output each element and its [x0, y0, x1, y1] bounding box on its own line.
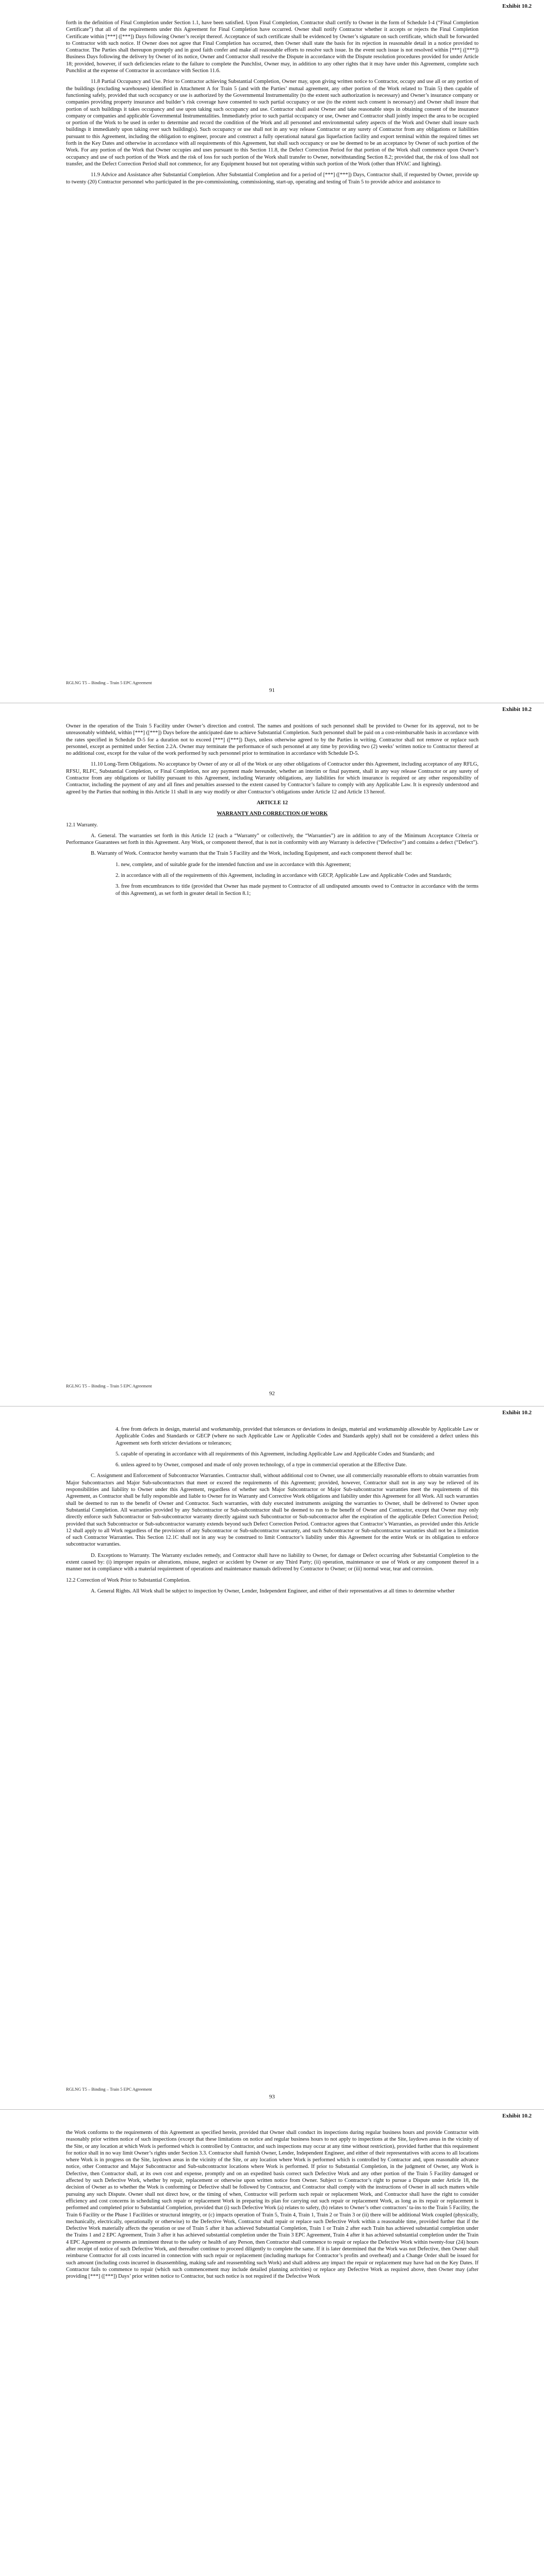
- footer-text: RGLNG T5 – Binding – Train 5 EPC Agreement: [66, 2087, 152, 2092]
- exhibit-label: Exhibit 10.2: [502, 1410, 532, 1416]
- page-number: 91: [269, 687, 275, 693]
- page-number: 92: [269, 1391, 275, 1397]
- list-item: 5. capable of operating in accordance with all requirements of this Agreement, including Applicable Law and Applicable Codes and Standards; and: [116, 1451, 435, 1457]
- exhibit-label: Exhibit 10.2: [502, 706, 532, 713]
- paragraph: C. Assignment and Enforcement of Subcontractor Warranties. Contractor shall, without additional cost to Owner, use all commercially reasonable efforts to obtain warranties from Major Subcontractors and Major Sub-subcontractors that meet or exceed the requirements of this Agreement; provided, however, Contractor shall not in any way be relieved of its responsibilities and liability to Owner under this Agreement, regardless of whether such Major Subcontractor or Major Sub-subcontractor warranties meet the requirements of this Agreement, as Contractor shall be fully responsible and liable to Owner for its Warranty and Corrective Work obligations and liability under this Agreement for all Work. All such warranties shall be deemed to run to the benefit of Owner and Contractor. Such warranties, with duly executed instruments assigning the warranties to Owner, shall be delivered to Owner upon Substantial Completion. All warranties provided by any Subcontractor or Sub-subcontractor shall be deemed to run to the benefit of Owner and Contractor, except that Owner may only directly enforce such Subcontractor or Sub-subcontractor warranty directly against such Subcontractor or Sub-subcontractor after the expiration of the applicable Defect Correction Period; provided that such Subcontractor or Sub-subcontractor warranty extends beyond such Defect Correction Period. Contractor agrees that Contractor’s Warranties, as provided under this Article 12 shall apply to all Work regardless of the provisions of any Subcontractor or Sub-subcontractor warranty, and such Subcontractor or Sub-subcontractor warranties shall not be a limitation of such Contractor Warranties. This Section 12.1C shall not in any way be construed to limit Contractor’s liability under this Agreement for the entire Work or its obligation to enforce subcontractor warranties.: [66, 1473, 479, 1548]
- footer-text: RGLNG T5 – Binding – Train 5 EPC Agreement: [66, 680, 152, 685]
- page-content: [66, 723, 479, 901]
- exhibit-label: Exhibit 10.2: [502, 2113, 532, 2119]
- document-page: [0, 2110, 544, 2576]
- paragraph: 11.8 Partial Occupancy and Use. Prior to Contractor achieving Substantial Completion, Owner may, upon giving written notice to Contractor, occupy and use all or any portion of the buildings (excluding warehouses) identified in Attachment A for Train 5 (and with the Parties’ mutual agreement, any other portion of the Work related to Train 5) then capable of functioning safely, provided that such occupancy or use is authorized by the Governmental Instrumentality (to the extent such authorization is necessary) and Owner’s insurance company or companies providing property insurance and builder’s risk coverage have consented to such partial occupancy or use (to the extent such consent is necessary) and Owner shall insure that portion of such buildings it takes occupancy and use upon taking such occupancy and use. Contractor shall assist Owner and take reasonable steps in obtaining consent of the insurance company or companies and applicable Governmental Instrumentalities. Immediately prior to such partial occupancy or use, Owner and Contractor shall jointly inspect the area to be occupied or portion of the Work to be used in order to determine and record the condition of the Work and all personnel and environmental safety aspects of the Work and Owner shall insure such buildings it immediately upon taking over such building(s). Such occupancy or use shall not in any way release Contractor or any surety of Contractor from any obligations or liabilities pursuant to this Agreement, including the obligation to engineer, procure and construct a fully operational natural gas liquefaction facility and export terminal within the required times set forth in the Key Dates and otherwise in accordance with all requirements of this Agreement, but shall such occupancy or use be deemed to be an acceptance by Owner of such portion of the Work. For any portion of the Work that Owner occupies and uses pursuant to this Section 11.8, the Defect Correction Period for that portion of the Work shall commence upon Owner’s occupancy and use of such portion of the Work and the risk of loss for such portion of the Work shall transfer to Owner, notwithstanding Section 8.2; provided that, the risk of loss shall not transfer, and the Defect Correction Period shall not commence, for any Equipment housed but not operating within such portion of the Work (other than HVAC and lighting).: [66, 79, 479, 167]
- section-heading: 12.2 Correction of Work Prior to Substantial Completion.: [66, 1577, 191, 1583]
- page-number: 93: [269, 2094, 275, 2100]
- list-item: 4. free from defects in design, material and workmanship, provided that tolerances or deviations in design, material and workmanship allowable by Applicable Law or Applicable Codes and Standards or GECP (where no such Applicable Law or Applicable Codes and Standards apply) shall not be considered a defect unless this Agreement sets forth stricter deviations or tolerances;: [116, 1427, 479, 1446]
- paragraph: 11.10 Long-Term Obligations. No acceptance by Owner of any or all of the Work or any other obligations of Contractor under this Agreement, including acceptance of any RFLG, RFSU, RLFC, Substantial Completion, or Final Completion, nor any payment made hereunder, whether an interim or final payment, shall in any way release Contractor or any surety of Contractor from any obligations or liability pursuant to this Agreement, including Warranty obligations, any liabilities for which insurance is required or any other responsibility of Contractor, including the payment of any and all fines and penalties assessed to the extent caused by Contractor’s failure to comply with any Applicable Law. It is expressly understood and agreed by the Parties that nothing in this Article 11 shall in any way modify or alter Contractor’s obligations under Article 12 and Article 13 hereof.: [66, 761, 479, 795]
- document-page: [0, 1406, 544, 2110]
- article-heading: ARTICLE 12: [256, 800, 288, 806]
- paragraph: B. Warranty of Work. Contractor hereby warrants that the Train 5 Facility and the Work, including Equipment, and each component thereof shall be:: [91, 851, 413, 857]
- paragraph: forth in the definition of Final Completion under Section 1.1, have been satisfied. Upon Final Completion, Contractor shall certify to Owner in the form of Schedule I-4 (“Final Completion Certificate”) that all of the requirements under this Agreement for Final Completion have occurred. Owner shall notify Contractor whether it accepts or rejects the Final Completion Certificate within [***] ([***]) Days following Owner’s receipt thereof. Acceptance of such certificate shall be evidenced by Owner’s signature on such certificate, which shall be forwarded to Contractor with such notice. If Owner does not agree that Final Completion has occurred, then Owner shall state the basis for its rejection in reasonable detail in a notice provided to Contractor. The Parties shall thereupon promptly and in good faith confer and make all reasonable efforts to resolve such issue. In the event such issue is not resolved within [***] ([***]) Business Days following the delivery by Owner of its notice, Owner and Contractor shall resolve the Dispute in accordance with the Dispute resolution procedures provided for under Article 18; provided, however, if such deficiencies relate to the failure to complete the Punchlist, Owner may, in addition to any other rights that it may have under this Agreement, complete such Punchlist at the expense of Contractor in accordance with Section 11.6.: [66, 20, 479, 74]
- paragraph: A. General Rights. All Work shall be subject to inspection by Owner, Lender, Independent Engineer, and either of their representatives at all times to determine whether: [91, 1588, 455, 1594]
- paragraph: Owner in the operation of the Train 5 Facility under Owner’s direction and control. The names and positions of such personnel shall be provided to Owner for its approval, not to be unreasonably withheld, within [***] ([***]) Days before the anticipated date to achieve Substantial Completion. Such personnel shall be paid on a cost-reimbursable basis in accordance with the rates specified in Schedule D-5 for a duration not to exceed [***] ([***]) Days, unless otherwise agreed to by the Parties in writing. Contractor shall not remove or replace such personnel, except as permitted under Section 2.2A. Owner may terminate the performance of such personnel at any time by providing two (2) weeks’ written notice to Contractor thereof at no additional cost, except for the value of the work performed by such personnel prior to termination in accordance with Schedule D-5.: [66, 723, 479, 757]
- page-content: [66, 20, 479, 190]
- footer-text: RGLNG T5 – Binding – Train 5 EPC Agreement: [66, 1383, 152, 1388]
- list-item: 1. new, complete, and of suitable grade for the intended function and use in accordance with this Agreement;: [116, 861, 351, 868]
- list-item: 3. free from encumbrances to title (provided that Owner has made payment to Contractor of all undisputed amounts owed to Contractor in accordance with the terms of this Agreement), as set forth in greater detail in Section 8.1;: [116, 884, 479, 896]
- paragraph: D. Exceptions to Warranty. The Warranty excludes remedy, and Contractor shall have no liability to Owner, for damage or Defect occurring after Substantial Completion to the extent caused by: (i) improper repairs or alterations, misuse, neglect or accident by Owner or any Third Party; (ii) operation, maintenance or use of Work or any component thereof in a manner not in compliance with a material requirement of operations and maintenance manuals delivered by Contractor to Owner; or (iii) normal wear, tear and corrosion.: [66, 1552, 479, 1572]
- section-heading: 12.1 Warranty.: [66, 822, 98, 828]
- list-item: 6. unless agreed to by Owner, composed and made of only proven technology, of a type in commercial operation at the Effective Date.: [116, 1462, 407, 1468]
- document-page: [0, 0, 544, 703]
- document-page: [0, 703, 544, 1406]
- page-content: [66, 1426, 479, 1599]
- page-content: [66, 2129, 479, 2284]
- paragraph: 11.9 Advice and Assistance after Substantial Completion. After Substantial Completion and for a period of [***] ([***]) Days, Contractor shall, if requested by Owner, provide up to twenty (20) Contractor personnel who participated in the pre-commissioning, commissioning, start-up, operating and testing of Train 5 to provide advice and assistance to: [66, 172, 479, 185]
- article-title: WARRANTY AND CORRECTION OF WORK: [217, 811, 328, 817]
- exhibit-label: Exhibit 10.2: [502, 3, 532, 9]
- paragraph: the Work conforms to the requirements of this Agreement as specified herein, provided that Owner shall conduct its inspections during regular business hours and provide Contractor with reasonably prior written notice of such inspections (except that these limitations on notice and regular business hours to not apply to inspections at the Site, laydown areas in the vicinity of the Site, or any location at which Work is performed which is controlled by Contractor, and such inspections may occur at any time without restriction), provided further that this requirement for notice shall in no way limit Owner’s rights under Section 3.3. Contractor shall furnish Owner, Lender, Independent Engineer, and either of their representatives with access to all locations where Work is in progress on the Site, laydown areas in the vicinity of the Site, or any location where Work is performed which is controlled by Contractor and, upon reasonable advance notice, other Contractor and Major Subcontractor and Sub-subcontractor locations where Work is performed. If prior to Substantial Completion, in the judgment of Owner, any Work is Defective, then Contractor shall, at its own cost and expense, promptly and on an expedited basis correct such Defective Work and any other portion of the Train 5 Facility damaged or affected by such Defective Work, whether by repair, replacement or otherwise upon written notice from Owner. Subject to Contractor’s right to pursue a Dispute under Article 18, the decision of Owner as to whether the Work is conforming or Defective shall be followed by Contractor, and Contractor shall comply with the instructions of Owner in all such matters while pursuing any such Dispute. Owner shall not direct how, or the timing of when, Contractor will perform such repair or replacement Work, and Contractor shall have the right to consider efficiency and cost concerns in scheduling such repair or replacement Work in preparing its plan for carrying out such repair or replacement Work, as long as its repair or replacement is performed and completed prior to Substantial Completion, provided that (i) such Defective Work (a) relates to safety, (b) relates to Owner’s other contractors’ ta-ins to the Train 5 Facility, the Train 6 Facility or the Phase 1 Facilities or structural integrity, or (c) impacts operation of Train 5, Train 4, Train 1, Train 2 or Train 3 or (ii) there will be additional Work coupled (physically, mechanically, electrically, operationally or otherwise) to the Defective Work, Contractor shall repair or replace such Defective Work within a reasonable time, provided further that if the Defective Work materially affects the operation or use of Train 5 after it has achieved Substantial Completion, Train 1 or Train 2 after each Train has achieved substantial completion under the Trains 1 and 2 EPC Agreement, Train 3 after it has achieved substantial completion under the Train 3 EPC Agreement, Train 4 after it has achieved substantial completion under the Train 4 EPC Agreement or presents an imminent threat to the safety or health of any Person, then Contractor shall commence to repair or replace the Defective Work within twenty-four (24) hours after receipt of notice of such Defective Work, and thereafter continue to proceed diligently to complete the same. If it is later determined that the Work was not Defective, then Owner shall reimburse Contractor for all costs incurred in connection with such repair or replacement (including markups for Contractor’s profits and overhead) and a Change Order shall be issued for such amount (including costs incurred in disassembling, making safe and reassembling such Work) and shall address any impact the repair or replacement may have had on the Key Dates. If Contractor fails to commence to repair (which such commencement may include detailed planning activities) or replace any Defective Work as required above, then Owner may (after providing [***] ([***]) Days’ prior written notice to Contractor, but such notice is not required if the Defective Work: [66, 2130, 479, 2280]
- list-item: 2. in accordance with all of the requirements of this Agreement, including in accordance with GECP, Applicable Law and Applicable Codes and Standards;: [116, 873, 452, 879]
- paragraph: A. General. The warranties set forth in this Article 12 (each a “Warranty” or collectively, the “Warranties”) are in addition to any of the Minimum Acceptance Criteria or Performance Guarantees set forth in this Agreement. Any Work, or component thereof, that is not in conformity with any Warranty is defective (“Defective”) and contains a defect (“Defect”).: [66, 833, 479, 846]
